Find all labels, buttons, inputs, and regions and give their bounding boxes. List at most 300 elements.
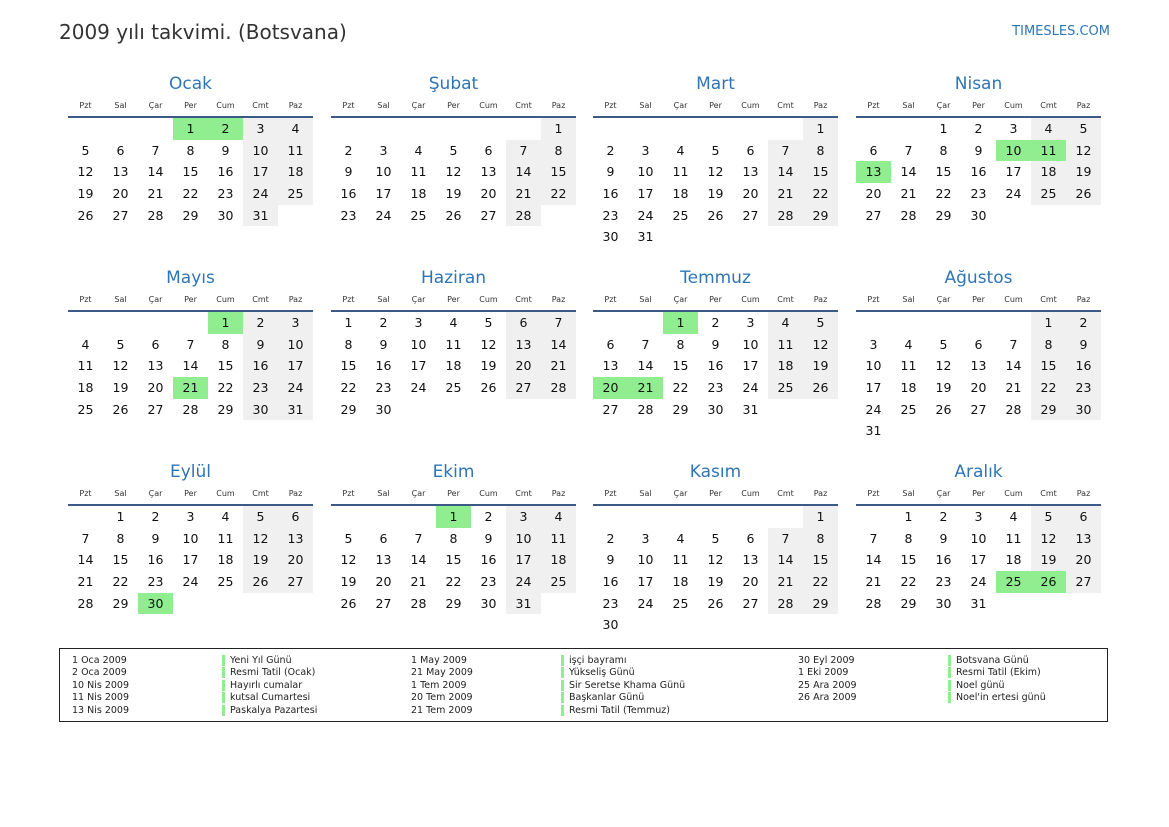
weekday-label: Cum xyxy=(1004,295,1023,304)
day-cell: 2 xyxy=(208,118,243,140)
day-cell: 21 xyxy=(865,574,882,590)
day-cell: 22 xyxy=(112,574,129,590)
day-cell: 6 xyxy=(974,336,983,352)
day-cell: 3 xyxy=(1009,121,1018,136)
week-row xyxy=(593,614,838,636)
holiday-date: 1 May 2009 xyxy=(411,654,467,666)
week-row xyxy=(68,334,313,356)
empty-cell xyxy=(733,614,768,636)
day-cell: 22 xyxy=(803,183,838,205)
day-cell: 25 xyxy=(541,571,576,593)
holiday-name: kutsal Cumartesi xyxy=(222,692,310,703)
weekday-label: Paz xyxy=(288,295,303,304)
weekday-label: Pzt xyxy=(342,295,355,304)
holiday-legend xyxy=(59,648,1108,722)
day-cell: 15 xyxy=(541,161,576,183)
day-cell: 29 xyxy=(803,593,838,615)
weekday-label: Cum xyxy=(216,295,235,304)
empty-cell xyxy=(856,506,891,528)
day-cell: 4 xyxy=(541,506,576,528)
day-cell: 23 xyxy=(970,186,987,202)
day-cell: 9 xyxy=(606,552,615,568)
day-cell: 7 xyxy=(641,336,650,352)
month-name: Aralık xyxy=(954,462,1003,482)
day-cell: 4 xyxy=(1009,509,1018,524)
weekday-label: Sal xyxy=(902,489,915,498)
empty-cell xyxy=(366,506,401,528)
empty-cell xyxy=(733,226,768,248)
day-cell: 30 xyxy=(602,617,619,633)
day-cell: 13 xyxy=(742,552,759,568)
empty-cell xyxy=(506,118,541,140)
day-cell: 3 xyxy=(243,118,278,140)
day-cell: 21 xyxy=(1005,380,1022,396)
weekday-label: Per xyxy=(709,101,722,110)
day-cell: 18 xyxy=(410,186,427,202)
weekday-label: Cmt xyxy=(1040,295,1057,304)
day-cell: 17 xyxy=(182,552,199,568)
day-cell: 9 xyxy=(974,142,983,158)
day-cell: 24 xyxy=(278,377,313,399)
day-cell: 29 xyxy=(445,595,462,611)
day-cell: 14 xyxy=(541,334,576,356)
empty-cell xyxy=(401,399,436,421)
day-cell: 26 xyxy=(1031,571,1066,593)
holiday-name: Yeni Yıl Günü xyxy=(222,655,292,666)
day-cell: 3 xyxy=(869,336,878,352)
holiday-date: 20 Tem 2009 xyxy=(411,692,473,704)
day-cell: 4 xyxy=(414,142,423,158)
week-row xyxy=(856,593,1101,615)
holiday-date: 1 Oca 2009 xyxy=(72,654,127,666)
holiday-name: Resmi Tatil (Temmuz) xyxy=(561,705,670,716)
day-cell: 16 xyxy=(970,164,987,180)
day-cell: 6 xyxy=(746,142,755,158)
day-cell: 24 xyxy=(243,183,278,205)
day-cell: 23 xyxy=(147,574,164,590)
day-cell: 12 xyxy=(935,358,952,374)
weekday-label: Cmt xyxy=(252,295,269,304)
day-cell: 29 xyxy=(112,595,129,611)
day-cell: 2 xyxy=(484,509,493,524)
weekday-label: Per xyxy=(447,489,460,498)
day-cell: 5 xyxy=(939,336,948,352)
weekday-label: Pzt xyxy=(867,295,880,304)
week-row xyxy=(68,140,313,162)
day-cell: 12 xyxy=(707,552,724,568)
day-cell: 25 xyxy=(768,377,803,399)
day-cell: 3 xyxy=(379,142,388,158)
day-cell: 12 xyxy=(707,164,724,180)
weekday-label: Cmt xyxy=(252,101,269,110)
day-cell: 9 xyxy=(1066,334,1101,356)
day-cell: 29 xyxy=(340,401,357,417)
day-cell: 20 xyxy=(593,377,628,399)
day-cell: 8 xyxy=(344,336,353,352)
day-cell: 26 xyxy=(707,207,724,223)
day-cell: 20 xyxy=(970,380,987,396)
day-cell: 24 xyxy=(970,574,987,590)
week-row xyxy=(331,399,576,421)
day-cell: 14 xyxy=(768,161,803,183)
day-cell: 5 xyxy=(1031,506,1066,528)
day-cell: 15 xyxy=(217,358,234,374)
day-cell: 25 xyxy=(996,571,1031,593)
day-cell: 26 xyxy=(935,401,952,417)
legend-item xyxy=(411,654,685,667)
empty-cell xyxy=(663,118,698,140)
day-cell: 26 xyxy=(340,595,357,611)
day-cell: 6 xyxy=(746,530,755,546)
day-cell: 8 xyxy=(803,140,838,162)
empty-cell xyxy=(173,593,208,615)
empty-cell xyxy=(856,312,891,334)
month-8 xyxy=(856,266,1101,442)
holiday-date: 1 Eki 2009 xyxy=(798,667,849,679)
day-cell: 15 xyxy=(112,552,129,568)
weekday-label: Paz xyxy=(813,489,828,498)
day-cell: 30 xyxy=(602,229,619,245)
day-cell: 11 xyxy=(768,334,803,356)
day-cell: 19 xyxy=(243,549,278,571)
empty-cell xyxy=(768,614,803,636)
month-name: Ocak xyxy=(169,74,212,94)
week-row xyxy=(68,528,313,550)
day-cell: 12 xyxy=(445,164,462,180)
day-cell: 25 xyxy=(445,380,462,396)
day-cell: 26 xyxy=(77,207,94,223)
day-cell: 28 xyxy=(900,207,917,223)
day-cell: 8 xyxy=(803,528,838,550)
weekday-label: Per xyxy=(972,101,985,110)
week-row xyxy=(331,355,576,377)
week-row xyxy=(593,506,838,528)
day-cell: 19 xyxy=(707,574,724,590)
day-cell: 11 xyxy=(278,140,313,162)
day-cell: 19 xyxy=(480,358,497,374)
day-cell: 25 xyxy=(410,207,427,223)
day-cell: 31 xyxy=(742,401,759,417)
day-cell: 22 xyxy=(445,574,462,590)
weekday-label: Pzt xyxy=(604,295,617,304)
month-name: Ekim xyxy=(432,462,475,482)
empty-cell xyxy=(436,399,471,421)
day-cell: 16 xyxy=(217,164,234,180)
day-cell: 5 xyxy=(711,530,720,546)
empty-cell xyxy=(331,506,366,528)
day-cell: 1 xyxy=(803,118,838,140)
weekday-label: Per xyxy=(972,295,985,304)
month-4 xyxy=(856,72,1101,226)
weekday-label: Sal xyxy=(114,489,127,498)
weekday-label: Paz xyxy=(551,295,566,304)
empty-cell xyxy=(768,399,803,421)
day-cell: 17 xyxy=(1005,164,1022,180)
week-row xyxy=(68,593,313,615)
week-row xyxy=(331,161,576,183)
day-cell: 18 xyxy=(445,358,462,374)
day-cell: 14 xyxy=(865,552,882,568)
day-cell: 28 xyxy=(865,595,882,611)
week-row xyxy=(68,571,313,593)
day-cell: 6 xyxy=(506,312,541,334)
day-cell: 13 xyxy=(970,358,987,374)
day-cell: 27 xyxy=(602,401,619,417)
weekday-label: Pzt xyxy=(342,489,355,498)
holiday-date: 1 Tem 2009 xyxy=(411,679,467,691)
day-cell: 1 xyxy=(1031,312,1066,334)
day-cell: 21 xyxy=(173,377,208,399)
week-row xyxy=(593,312,838,334)
day-cell: 10 xyxy=(637,164,654,180)
week-row xyxy=(856,420,1101,442)
weekday-label: Pzt xyxy=(604,489,617,498)
weekday-label: Per xyxy=(972,489,985,498)
day-cell: 16 xyxy=(340,186,357,202)
day-cell: 4 xyxy=(1031,118,1066,140)
day-cell: 9 xyxy=(484,530,493,546)
day-cell: 29 xyxy=(1031,399,1066,421)
holiday-date: 26 Ara 2009 xyxy=(798,692,857,704)
weekday-label: Cmt xyxy=(1040,101,1057,110)
day-cell: 4 xyxy=(676,142,685,158)
day-cell: 20 xyxy=(480,186,497,202)
week-row xyxy=(331,205,576,227)
day-cell: 5 xyxy=(344,530,353,546)
legend-column xyxy=(411,654,685,717)
day-cell: 5 xyxy=(1066,118,1101,140)
empty-cell xyxy=(961,420,996,442)
empty-cell xyxy=(103,312,138,334)
day-cell: 7 xyxy=(1009,336,1018,352)
weekday-label: Çar xyxy=(936,489,951,498)
weekday-label: Cmt xyxy=(515,295,532,304)
day-cell: 30 xyxy=(935,595,952,611)
day-cell: 15 xyxy=(182,164,199,180)
site-link[interactable]: TIMESLES.COM xyxy=(1012,24,1110,39)
empty-cell xyxy=(401,506,436,528)
day-cell: 12 xyxy=(340,552,357,568)
month-name: Ağustos xyxy=(944,268,1013,288)
day-cell: 1 xyxy=(541,118,576,140)
month-2 xyxy=(331,72,576,226)
day-cell: 22 xyxy=(900,574,917,590)
day-cell: 12 xyxy=(1031,528,1066,550)
day-cell: 12 xyxy=(803,334,838,356)
empty-cell xyxy=(471,118,506,140)
month-name: Temmuz xyxy=(680,268,751,288)
week-row xyxy=(593,377,838,399)
empty-cell xyxy=(138,312,173,334)
day-cell: 10 xyxy=(182,530,199,546)
empty-cell xyxy=(663,614,698,636)
day-cell: 14 xyxy=(1005,358,1022,374)
day-cell: 1 xyxy=(904,509,913,524)
day-cell: 26 xyxy=(707,595,724,611)
day-cell: 14 xyxy=(410,552,427,568)
week-row xyxy=(593,528,838,550)
day-cell: 24 xyxy=(865,401,882,417)
day-cell: 19 xyxy=(1066,161,1101,183)
weekday-label: Cmt xyxy=(777,295,794,304)
week-row xyxy=(331,506,576,528)
day-cell: 18 xyxy=(1005,552,1022,568)
day-cell: 25 xyxy=(672,595,689,611)
empty-cell xyxy=(1031,593,1066,615)
day-cell: 9 xyxy=(711,336,720,352)
day-cell: 27 xyxy=(112,207,129,223)
day-cell: 1 xyxy=(663,312,698,334)
day-cell: 8 xyxy=(116,530,125,546)
week-row xyxy=(331,140,576,162)
day-cell: 22 xyxy=(217,380,234,396)
day-cell: 20 xyxy=(278,549,313,571)
day-cell: 21 xyxy=(147,186,164,202)
day-cell: 11 xyxy=(217,530,234,546)
day-cell: 2 xyxy=(606,142,615,158)
day-cell: 17 xyxy=(742,358,759,374)
week-row xyxy=(856,571,1101,593)
day-cell: 4 xyxy=(221,509,230,524)
empty-cell xyxy=(698,614,733,636)
day-cell: 19 xyxy=(340,574,357,590)
day-cell: 11 xyxy=(1005,530,1022,546)
week-row xyxy=(331,593,576,615)
day-cell: 13 xyxy=(278,528,313,550)
month-name: Mayıs xyxy=(166,268,215,288)
week-row xyxy=(856,528,1101,550)
day-cell: 5 xyxy=(711,142,720,158)
legend-item xyxy=(798,654,1046,667)
day-cell: 30 xyxy=(970,207,987,223)
day-cell: 24 xyxy=(410,380,427,396)
day-cell: 26 xyxy=(1066,183,1101,205)
week-row xyxy=(593,355,838,377)
legend-column xyxy=(798,654,1046,704)
empty-cell xyxy=(768,118,803,140)
day-cell: 6 xyxy=(484,142,493,158)
empty-cell xyxy=(663,506,698,528)
day-cell: 16 xyxy=(935,552,952,568)
day-cell: 13 xyxy=(602,358,619,374)
day-cell: 20 xyxy=(742,186,759,202)
week-row xyxy=(331,334,576,356)
empty-cell xyxy=(768,506,803,528)
day-cell: 3 xyxy=(186,509,195,524)
weekday-label: Çar xyxy=(148,295,163,304)
weekday-label: Pzt xyxy=(79,489,92,498)
day-cell: 27 xyxy=(742,207,759,223)
week-row xyxy=(331,571,576,593)
day-cell: 23 xyxy=(480,574,497,590)
weekday-header xyxy=(856,484,1101,506)
week-row xyxy=(331,118,576,140)
weekday-label: Paz xyxy=(1076,295,1091,304)
day-cell: 18 xyxy=(217,552,234,568)
day-cell: 10 xyxy=(506,528,541,550)
weekday-label: Çar xyxy=(936,101,951,110)
empty-cell xyxy=(733,118,768,140)
day-cell: 30 xyxy=(480,595,497,611)
day-cell: 1 xyxy=(116,509,125,524)
day-cell: 13 xyxy=(112,164,129,180)
day-cell: 26 xyxy=(112,401,129,417)
month-6 xyxy=(331,266,576,420)
day-cell: 23 xyxy=(243,377,278,399)
weekday-label: Sal xyxy=(377,489,390,498)
day-cell: 29 xyxy=(182,207,199,223)
day-cell: 19 xyxy=(707,186,724,202)
day-cell: 7 xyxy=(768,528,803,550)
day-cell: 4 xyxy=(449,315,458,330)
empty-cell xyxy=(471,399,506,421)
day-cell: 11 xyxy=(77,358,94,374)
day-cell: 1 xyxy=(208,312,243,334)
weekday-label: Paz xyxy=(1076,489,1091,498)
legend-item xyxy=(798,692,1046,705)
day-cell: 28 xyxy=(77,595,94,611)
weekday-label: Sal xyxy=(639,489,652,498)
day-cell: 2 xyxy=(243,312,278,334)
weekday-label: Sal xyxy=(114,101,127,110)
weekday-label: Cmt xyxy=(515,489,532,498)
day-cell: 10 xyxy=(410,336,427,352)
empty-cell xyxy=(366,118,401,140)
week-row xyxy=(593,226,838,248)
day-cell: 10 xyxy=(375,164,392,180)
day-cell: 20 xyxy=(375,574,392,590)
day-cell: 17 xyxy=(506,549,541,571)
day-cell: 4 xyxy=(676,530,685,546)
day-cell: 2 xyxy=(344,142,353,158)
day-cell: 26 xyxy=(480,380,497,396)
weekday-label: Pzt xyxy=(604,101,617,110)
day-cell: 9 xyxy=(379,336,388,352)
empty-cell xyxy=(541,593,576,615)
day-cell: 15 xyxy=(803,549,838,571)
day-cell: 28 xyxy=(768,593,803,615)
week-row xyxy=(856,377,1101,399)
month-12 xyxy=(856,460,1101,614)
week-row xyxy=(593,205,838,227)
week-row xyxy=(593,549,838,571)
day-cell: 8 xyxy=(449,530,458,546)
day-cell: 5 xyxy=(116,336,125,352)
weekday-label: Per xyxy=(447,101,460,110)
legend-column xyxy=(72,654,317,717)
weekday-label: Pzt xyxy=(867,101,880,110)
empty-cell xyxy=(1066,420,1101,442)
day-cell: 10 xyxy=(742,336,759,352)
day-cell: 6 xyxy=(1066,506,1101,528)
day-cell: 11 xyxy=(445,336,462,352)
week-row xyxy=(331,549,576,571)
day-cell: 11 xyxy=(1031,140,1066,162)
week-row xyxy=(593,334,838,356)
month-1 xyxy=(68,72,313,226)
day-cell: 31 xyxy=(243,205,278,227)
week-row xyxy=(856,312,1101,334)
day-cell: 24 xyxy=(375,207,392,223)
day-cell: 17 xyxy=(375,186,392,202)
day-cell: 18 xyxy=(672,574,689,590)
weekday-label: Sal xyxy=(377,101,390,110)
empty-cell xyxy=(768,226,803,248)
empty-cell xyxy=(506,399,541,421)
day-cell: 11 xyxy=(410,164,427,180)
day-cell: 16 xyxy=(602,186,619,202)
day-cell: 22 xyxy=(803,571,838,593)
